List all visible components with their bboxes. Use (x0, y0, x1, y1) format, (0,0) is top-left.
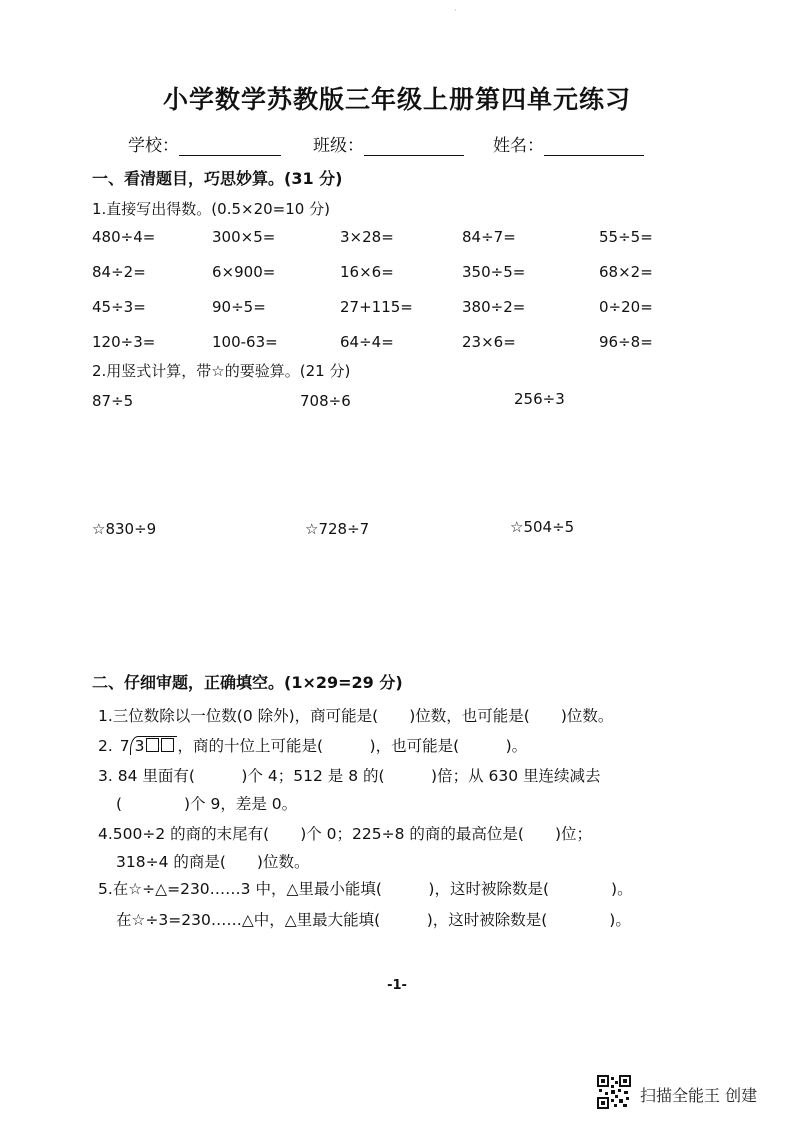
oral-calc-item[interactable]: 120÷3= (92, 333, 156, 351)
blank-box[interactable] (161, 738, 174, 752)
dividend-digit: 3 (134, 737, 145, 755)
worksheet-title: 小学数学苏教版三年级上册第四单元练习 (162, 85, 631, 114)
oral-calc-row (92, 298, 692, 333)
question-5-line1[interactable]: 5.在☆÷△=230……3 中，△里最小能填( )，这时被除数是( )。 (98, 880, 633, 898)
oral-calc-item[interactable]: 6×900= (212, 263, 276, 281)
page-number: -1- (387, 978, 407, 993)
qr-code-icon (597, 1075, 631, 1109)
dividend-bracket (130, 736, 178, 755)
question-3-line2[interactable]: ( )个 9，差是 0。 (116, 795, 298, 813)
class-label: 班级： (313, 136, 364, 156)
part1-heading: 1.直接写出得数。(0.5×20=10 分) (92, 200, 330, 218)
class-blank[interactable] (364, 137, 464, 156)
question-4-line2[interactable]: 318÷4 的商是( )位数。 (116, 853, 310, 871)
oral-calc-item[interactable]: 100-63= (212, 333, 278, 351)
oral-calc-item[interactable]: 350÷5= (462, 263, 526, 281)
oral-calc-item[interactable]: 84÷7= (462, 228, 516, 246)
class-field[interactable] (313, 131, 464, 156)
question-1[interactable]: 1.三位数除以一位数(0 除外)，商可能是( )位数，也可能是( )位数。 (98, 707, 614, 725)
oral-calc-item[interactable]: 96÷8= (599, 333, 653, 351)
question-3-line1[interactable]: 3. 84 里面有( )个 4；512 是 8 的( )倍；从 630 里连续减去 (98, 767, 601, 785)
oral-calc-item[interactable]: 23×6= (462, 333, 516, 351)
oral-calc-item[interactable]: 300×5= (212, 228, 276, 246)
oral-calc-item[interactable]: 0÷20= (599, 298, 653, 316)
question-2-number: 2. (98, 737, 113, 755)
long-division-symbol (118, 736, 178, 755)
name-field[interactable] (493, 131, 644, 156)
name-label: 姓名： (493, 136, 544, 156)
vertical-calc-item[interactable]: 87÷5 (92, 392, 134, 410)
oral-calc-item[interactable]: 55÷5= (599, 228, 653, 246)
oral-calc-item[interactable]: 84÷2= (92, 263, 146, 281)
oral-calc-item[interactable]: 480÷4= (92, 228, 156, 246)
oral-calc-row (92, 228, 692, 263)
school-field[interactable] (128, 131, 281, 156)
school-blank[interactable] (179, 137, 281, 156)
oral-calc-item[interactable]: 45÷3= (92, 298, 146, 316)
oral-calc-row (92, 263, 692, 298)
section1-heading: 一、看清题目，巧思妙算。(31 分) (92, 169, 343, 188)
oral-calc-item[interactable]: 64÷4= (340, 333, 394, 351)
question-2-text: ，商的十位上可能是( )，也可能是( )。 (177, 737, 528, 755)
scanner-watermark: 扫描全能王 创建 (640, 1086, 758, 1105)
vertical-calc-item[interactable]: ☆830÷9 (92, 520, 157, 538)
vertical-calc-item[interactable]: ☆728÷7 (305, 520, 370, 538)
oral-calc-grid (92, 228, 692, 368)
oral-calc-item[interactable]: 16×6= (340, 263, 394, 281)
section2-heading: 二、仔细审题，正确填空。(1×29=29 分) (92, 673, 403, 692)
oral-calc-item[interactable]: 68×2= (599, 263, 653, 281)
blank-box[interactable] (146, 738, 159, 752)
oral-calc-item[interactable]: 380÷2= (462, 298, 526, 316)
part2-heading: 2.用竖式计算，带☆的要验算。(21 分) (92, 362, 351, 380)
divisor: 7 (119, 737, 130, 755)
scan-corner-mark: · (454, 6, 457, 16)
student-info-row (128, 131, 668, 157)
oral-calc-item[interactable]: 27+115= (340, 298, 413, 316)
oral-calc-item[interactable]: 3×28= (340, 228, 394, 246)
question-2[interactable] (98, 734, 527, 756)
oral-calc-item[interactable]: 90÷5= (212, 298, 266, 316)
question-5-line2[interactable]: 在☆÷3=230……△中，△里最大能填( )，这时被除数是( )。 (116, 911, 631, 929)
vertical-calc-item[interactable]: 256÷3 (514, 390, 565, 408)
name-blank[interactable] (544, 137, 644, 156)
question-4-line1[interactable]: 4.500÷2 的商的末尾有( )个 0；225÷8 的商的最高位是( )位； (98, 825, 592, 843)
school-label: 学校： (128, 136, 179, 156)
vertical-calc-item[interactable]: 708÷6 (300, 392, 351, 410)
vertical-calc-item[interactable]: ☆504÷5 (510, 518, 575, 536)
